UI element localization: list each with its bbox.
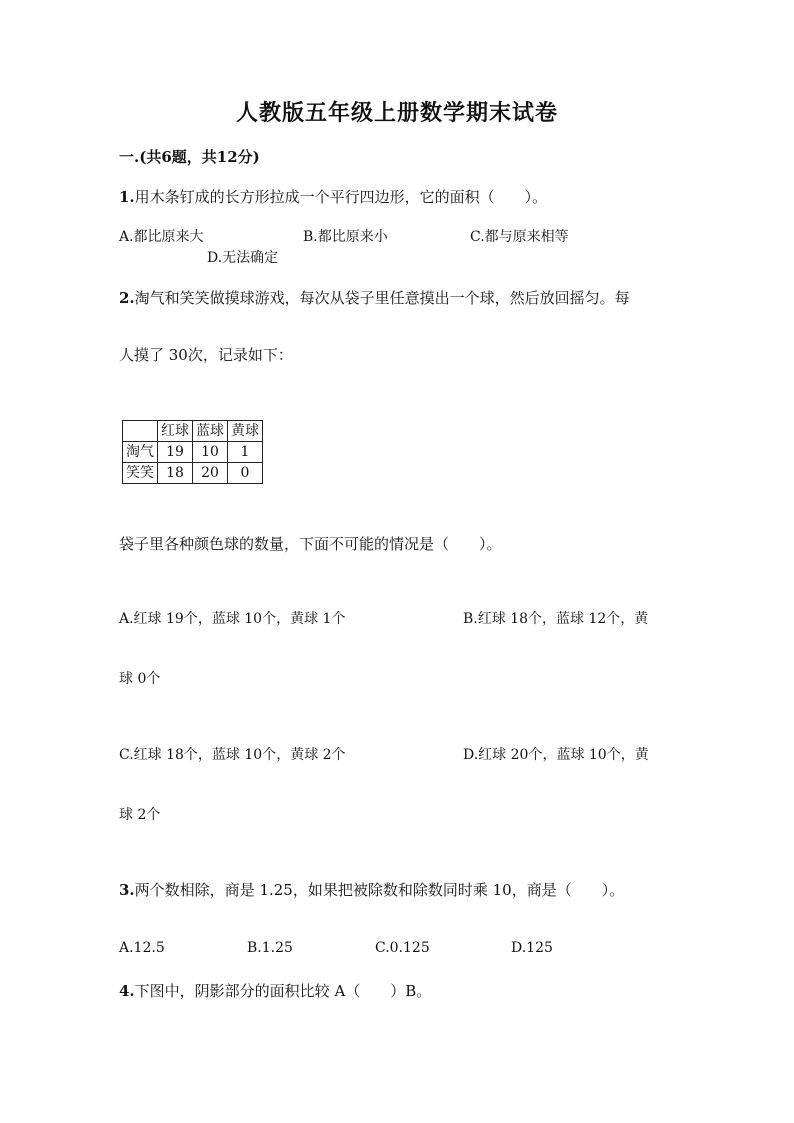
q2-option-b: B.红球 18个，蓝球 12个，黄 — [463, 611, 649, 627]
q1-option-d: D.无法确定 — [207, 250, 279, 266]
section-heading: 一.(共6题，共12分) — [119, 148, 260, 166]
question-1-number: 1. — [119, 188, 135, 206]
question-4-number: 4. — [119, 982, 135, 1000]
q3-option-c: C.0.125 — [375, 940, 430, 956]
table-header-cell: 红球 — [158, 421, 193, 442]
table-header-cell — [123, 421, 158, 442]
q3-option-a: A.12.5 — [119, 940, 165, 956]
q2-option-a: A.红球 19个，蓝球 10个，黄球 1个 — [119, 611, 346, 627]
table-cell: 1 — [228, 442, 263, 463]
question-3-text: 两个数相除，商是 1.25，如果把被除数和除数同时乘 10，商是（ ）。 — [134, 881, 625, 899]
table-cell: 10 — [193, 442, 228, 463]
table-row-label: 淘气 — [123, 442, 158, 463]
record-table — [122, 420, 263, 484]
table-header-cell: 蓝球 — [193, 421, 228, 442]
table-cell: 20 — [193, 463, 228, 484]
question-2-prompt: 袋子里各种颜色球的数量，下面不可能的情况是（ ）。 — [119, 535, 502, 553]
q3-option-b: B.1.25 — [247, 940, 293, 956]
q1-option-c: C.都与原来相等 — [470, 229, 569, 245]
q1-option-b: B.都比原来小 — [303, 229, 388, 245]
question-3-number: 3. — [119, 881, 135, 899]
table-cell: 18 — [158, 463, 193, 484]
question-2-line-1 — [119, 287, 630, 308]
question-2-number: 2. — [119, 289, 135, 307]
q2-option-b-cont: 球 0个 — [119, 671, 161, 687]
q2-option-d: D.红球 20个，蓝球 10个，黄 — [463, 747, 649, 763]
question-4 — [119, 980, 431, 1001]
question-3 — [119, 879, 624, 900]
table-cell: 19 — [158, 442, 193, 463]
question-1 — [119, 186, 547, 207]
table-row-label: 笑笑 — [123, 463, 158, 484]
q3-option-d: D.125 — [511, 940, 553, 956]
question-2-line-2: 人摸了 30次，记录如下： — [119, 346, 293, 364]
question-4-text: 下图中，阴影部分的面积比较 A（ ）B。 — [134, 982, 432, 1000]
table-header-cell: 黄球 — [228, 421, 263, 442]
question-1-text: 用木条钉成的长方形拉成一个平行四边形，它的面积（ ）。 — [134, 188, 548, 206]
table-cell: 0 — [228, 463, 263, 484]
page-title: 人教版五年级上册数学期末试卷 — [235, 100, 558, 126]
question-2-text: 淘气和笑笑做摸球游戏，每次从袋子里任意摸出一个球，然后放回摇匀。每 — [134, 289, 630, 307]
q1-option-a: A.都比原来大 — [119, 229, 204, 245]
q2-option-c: C.红球 18个，蓝球 10个，黄球 2个 — [119, 747, 346, 763]
table-header-row — [123, 421, 263, 442]
q2-option-d-cont: 球 2个 — [119, 807, 161, 823]
table-row — [123, 463, 263, 484]
table-row — [123, 442, 263, 463]
